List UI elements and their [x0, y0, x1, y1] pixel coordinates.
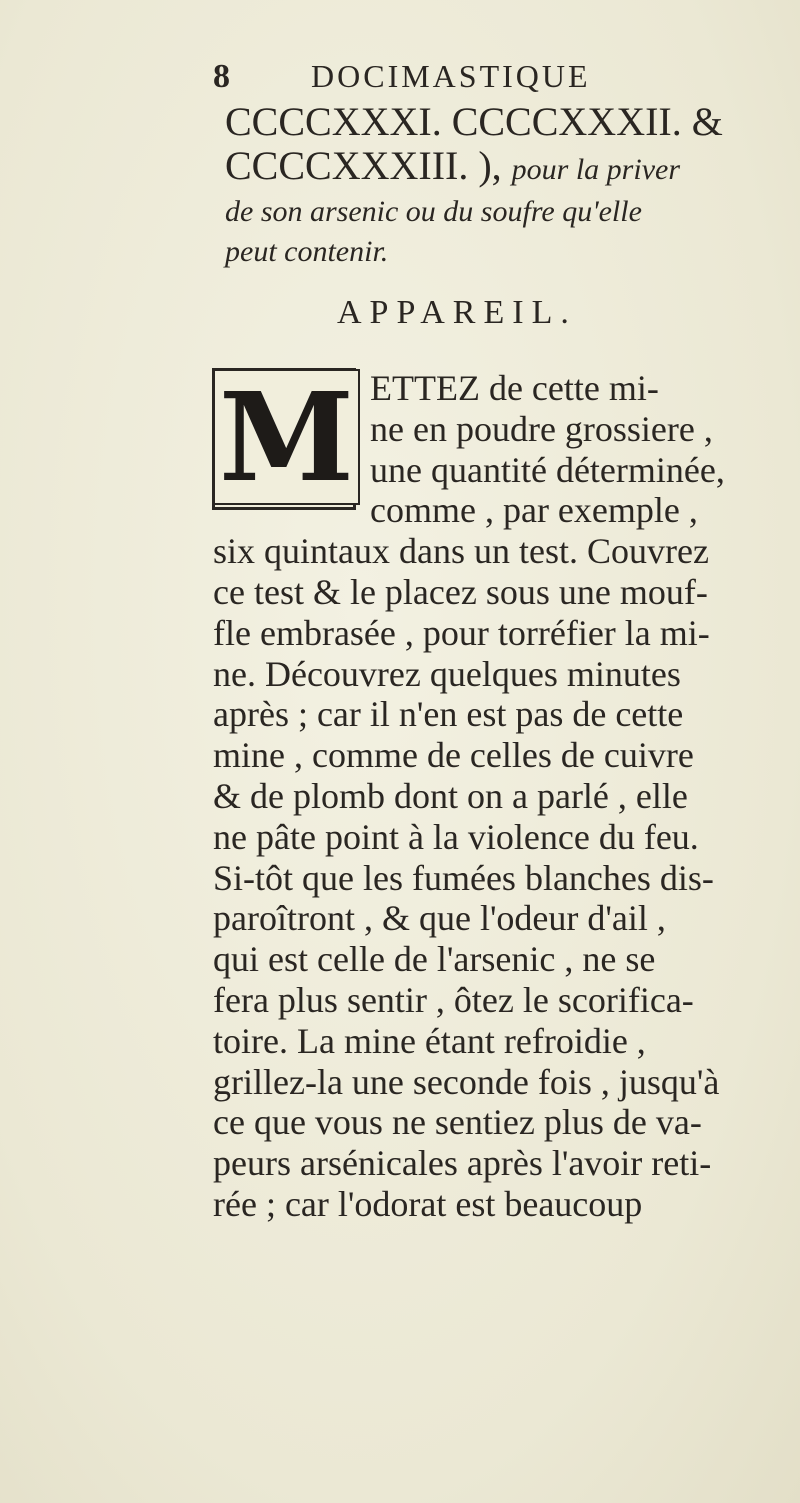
- body-line-10: mine , comme de celles de cuivre: [213, 735, 694, 776]
- body-line-9: après ; car il n'en est pas de cette: [213, 694, 684, 735]
- body-line-4: comme , par exemple ,: [370, 490, 698, 531]
- ornamental-initial-letter: M: [215, 371, 358, 503]
- body-line-13: Si-tôt que les fumées blanches dis-: [213, 857, 714, 898]
- body-line-14: paroîtront , & que l'odeur d'ail ,: [213, 898, 666, 939]
- body-line-2: ne en poudre grossiere ,: [370, 408, 713, 449]
- body-line-5: six quintaux dans un test. Couvrez: [213, 531, 709, 572]
- reference-line-2-roman: CCCCXXXIII. ),: [225, 143, 502, 188]
- body-line-11: & de plomb dont on a parlé , elle: [213, 775, 688, 816]
- reference-block: [225, 100, 780, 272]
- reference-line-1: CCCCXXXI. CCCCXXXII. &: [225, 99, 723, 144]
- body-line-18: grillez-la une seconde fois , jusqu'à: [213, 1061, 720, 1102]
- body-line-19: ce que vous ne sentiez plus de va-: [213, 1102, 702, 1143]
- reference-line-2: [225, 144, 780, 192]
- body-line-8: ne. Découvrez quelques minutes: [213, 653, 681, 694]
- body-line-15: qui est celle de l'arsenic , ne se: [213, 939, 656, 980]
- reference-line-4: peut contenir.: [225, 235, 389, 268]
- running-head: DOCIMASTIQUE: [311, 58, 591, 94]
- reference-line-3: de son arsenic ou du soufre qu'elle: [225, 195, 642, 228]
- section-heading: APPAREIL.: [337, 294, 577, 331]
- body-line-21: rée ; car l'odorat est beaucoup: [213, 1183, 643, 1224]
- body-line-3: une quantité déterminée,: [370, 449, 725, 490]
- page-header: [213, 58, 773, 98]
- body-line-12: ne pâte point à la violence du feu.: [213, 816, 699, 857]
- reference-line-2-italic: pour la priver: [511, 153, 680, 186]
- body-line-1: ETTEZ de cette mi-: [370, 368, 659, 408]
- body-line-6: ce test & le placez sous une mouf-: [213, 571, 708, 612]
- page-number: 8: [213, 58, 230, 95]
- body-line-7: fle embrasée , pour torréfier la mi-: [213, 612, 710, 653]
- ornamental-initial: [212, 365, 356, 510]
- body-line-16: fera plus sentir , ôtez le scorifica-: [213, 979, 694, 1020]
- body-line-20: peurs arsénicales après l'avoir reti-: [213, 1143, 712, 1184]
- body-line-17: toire. La mine étant refroidie ,: [213, 1020, 646, 1061]
